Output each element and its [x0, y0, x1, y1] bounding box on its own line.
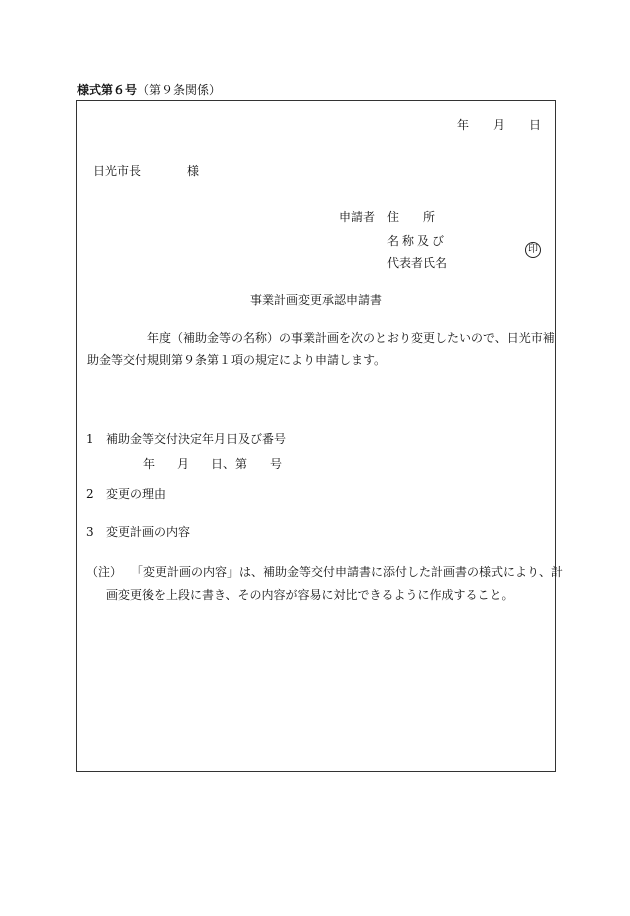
item-1-number: 1: [86, 432, 94, 446]
date-month-label: 月: [493, 118, 506, 132]
decision-year-label: 年: [143, 457, 156, 471]
decision-month-label: 月: [177, 457, 190, 471]
form-relation: （第９条関係）: [137, 83, 222, 97]
address-label: 住 所: [387, 210, 436, 224]
item-1-label: 補助金等交付決定年月日及び番号: [106, 432, 287, 446]
decision-day-no-label: 日、第: [211, 457, 248, 471]
addressee-honorific: 様: [187, 164, 200, 178]
form-header: [77, 84, 221, 96]
addressee-name: 日光市長: [93, 164, 142, 178]
item-2-label: 変更の理由: [106, 487, 167, 501]
item-3-number: 3: [86, 525, 94, 539]
body-line-1: 年度（補助金等の名称）の事業計画を次のとおり変更したいので、日光市補: [87, 331, 555, 345]
decision-number-suffix: 号: [270, 457, 283, 471]
note-label: （注）: [86, 565, 123, 579]
item-2-number: 2: [86, 487, 94, 501]
applicant-label: 申請者: [339, 210, 376, 224]
body-line-2: 助金等交付規則第９条第１項の規定により申請します。: [87, 353, 387, 367]
representative-label: 代表者氏名: [387, 256, 448, 270]
item-3-label: 変更計画の内容: [106, 525, 191, 539]
document-title: 事業計画変更承認申請書: [250, 293, 383, 307]
note-line-1: 「変更計画の内容」は、補助金等交付申請書に添付した計画書の様式により、計: [131, 565, 564, 579]
body-paragraph: [87, 327, 555, 371]
note-line-2: 画変更後を上段に書き、その内容が容易に対比できるように作成すること。: [106, 588, 514, 602]
form-number: 様式第６号: [77, 83, 138, 97]
name-label: 名称及び: [387, 234, 448, 248]
date-year-label: 年: [457, 118, 470, 132]
date-day-label: 日: [529, 118, 542, 132]
seal-mark-icon: 印: [525, 242, 541, 258]
